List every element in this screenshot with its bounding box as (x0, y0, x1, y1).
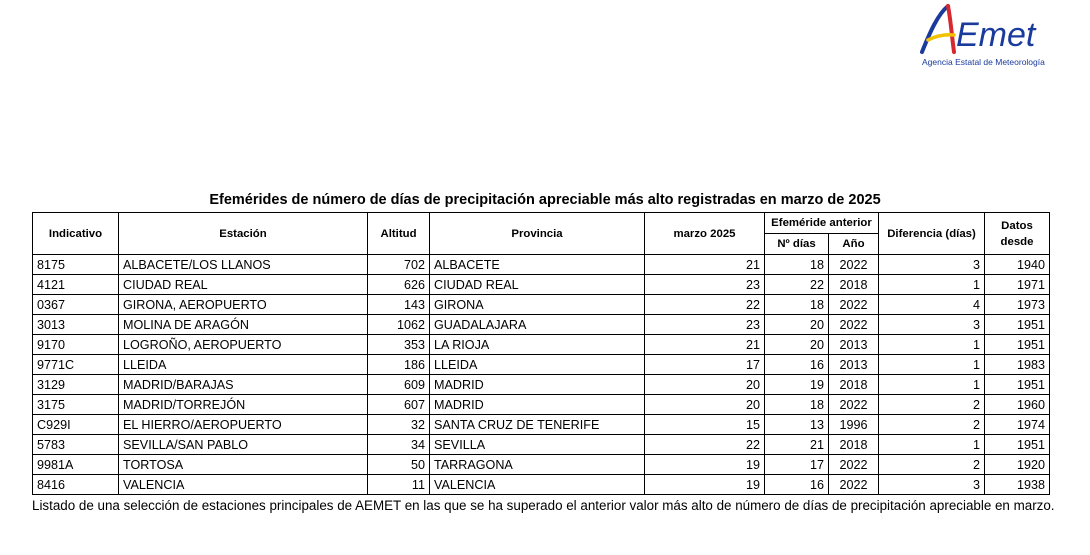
cell-anio: 2013 (829, 355, 879, 375)
table-body (33, 255, 1050, 495)
cell-indicativo: 9170 (33, 335, 119, 355)
cell-diferencia: 3 (879, 315, 985, 335)
cell-provincia: MADRID (430, 395, 645, 415)
header-altitud: Altitud (368, 213, 430, 255)
cell-datos-desde: 1920 (985, 455, 1050, 475)
cell-diferencia: 1 (879, 275, 985, 295)
page-title: Efemérides de número de días de precipitación apreciable más alto registradas en marzo de 2025 (209, 192, 881, 208)
cell-marzo-2025: 22 (645, 435, 765, 455)
cell-indicativo: 3129 (33, 375, 119, 395)
cell-indicativo: 8175 (33, 255, 119, 275)
cell-datos-desde: 1951 (985, 375, 1050, 395)
cell-marzo-2025: 22 (645, 295, 765, 315)
cell-provincia: MADRID (430, 375, 645, 395)
cell-altitud: 607 (368, 395, 430, 415)
cell-estacion: VALENCIA (119, 475, 368, 495)
cell-n-dias: 18 (765, 295, 829, 315)
cell-n-dias: 13 (765, 415, 829, 435)
cell-provincia: VALENCIA (430, 475, 645, 495)
cell-altitud: 34 (368, 435, 430, 455)
cell-anio: 2013 (829, 335, 879, 355)
cell-indicativo: 3175 (33, 395, 119, 415)
cell-marzo-2025: 15 (645, 415, 765, 435)
cell-provincia: SEVILLA (430, 435, 645, 455)
cell-marzo-2025: 20 (645, 375, 765, 395)
aemet-logo (918, 2, 1078, 72)
cell-estacion: LLEIDA (119, 355, 368, 375)
cell-provincia: SANTA CRUZ DE TENERIFE (430, 415, 645, 435)
cell-anio: 2022 (829, 455, 879, 475)
logo-subtitle: Agencia Estatal de Meteorología (922, 57, 1045, 67)
cell-altitud: 353 (368, 335, 430, 355)
table-row (33, 395, 1050, 415)
cell-marzo-2025: 19 (645, 455, 765, 475)
cell-diferencia: 2 (879, 395, 985, 415)
header-datos-desde: Datos desde (985, 213, 1050, 255)
header-estacion: Estación (119, 213, 368, 255)
cell-diferencia: 1 (879, 355, 985, 375)
cell-indicativo: 0367 (33, 295, 119, 315)
cell-indicativo: 4121 (33, 275, 119, 295)
cell-indicativo: 5783 (33, 435, 119, 455)
cell-provincia: ALBACETE (430, 255, 645, 275)
footnote: Listado de una selección de estaciones principales de AEMET en las que se ha superado el anterior valor más alto de número de días de precipitación apreciable en marzo. (32, 498, 1055, 513)
cell-indicativo: 3013 (33, 315, 119, 335)
cell-n-dias: 16 (765, 355, 829, 375)
cell-datos-desde: 1983 (985, 355, 1050, 375)
cell-n-dias: 20 (765, 335, 829, 355)
cell-datos-desde: 1974 (985, 415, 1050, 435)
efemerides-table (32, 212, 1050, 495)
table-row (33, 355, 1050, 375)
cell-anio: 2018 (829, 375, 879, 395)
table-row (33, 375, 1050, 395)
cell-marzo-2025: 23 (645, 275, 765, 295)
cell-datos-desde: 1960 (985, 395, 1050, 415)
cell-n-dias: 20 (765, 315, 829, 335)
cell-altitud: 702 (368, 255, 430, 275)
cell-indicativo: 8416 (33, 475, 119, 495)
cell-altitud: 626 (368, 275, 430, 295)
cell-diferencia: 4 (879, 295, 985, 315)
cell-provincia: LA RIOJA (430, 335, 645, 355)
cell-provincia: TARRAGONA (430, 455, 645, 475)
svg-text:Emet: Emet (956, 16, 1036, 54)
cell-altitud: 609 (368, 375, 430, 395)
cell-datos-desde: 1938 (985, 475, 1050, 495)
cell-anio: 1996 (829, 415, 879, 435)
cell-datos-desde: 1940 (985, 255, 1050, 275)
table-row (33, 475, 1050, 495)
cell-estacion: ALBACETE/LOS LLANOS (119, 255, 368, 275)
cell-estacion: GIRONA, AEROPUERTO (119, 295, 368, 315)
cell-anio: 2022 (829, 475, 879, 495)
header-provincia: Provincia (430, 213, 645, 255)
cell-estacion: MOLINA DE ARAGÓN (119, 315, 368, 335)
cell-n-dias: 22 (765, 275, 829, 295)
cell-estacion: LOGROÑO, AEROPUERTO (119, 335, 368, 355)
header-anio: Año (829, 234, 879, 255)
cell-estacion: CIUDAD REAL (119, 275, 368, 295)
cell-marzo-2025: 21 (645, 255, 765, 275)
cell-marzo-2025: 21 (645, 335, 765, 355)
cell-anio: 2022 (829, 295, 879, 315)
header-marzo-2025: marzo 2025 (645, 213, 765, 255)
cell-datos-desde: 1973 (985, 295, 1050, 315)
header-efemeride-anterior: Efeméride anterior (765, 213, 879, 234)
cell-indicativo: 9771C (33, 355, 119, 375)
cell-estacion: SEVILLA/SAN PABLO (119, 435, 368, 455)
cell-provincia: GIRONA (430, 295, 645, 315)
cell-marzo-2025: 20 (645, 395, 765, 415)
cell-altitud: 143 (368, 295, 430, 315)
cell-diferencia: 2 (879, 455, 985, 475)
cell-anio: 2022 (829, 395, 879, 415)
cell-altitud: 1062 (368, 315, 430, 335)
cell-provincia: LLEIDA (430, 355, 645, 375)
table-row (33, 415, 1050, 435)
cell-provincia: CIUDAD REAL (430, 275, 645, 295)
table-row (33, 335, 1050, 355)
aemet-logo-mark (918, 2, 1068, 58)
cell-datos-desde: 1971 (985, 275, 1050, 295)
cell-indicativo: C929I (33, 415, 119, 435)
table-row (33, 255, 1050, 275)
cell-datos-desde: 1951 (985, 435, 1050, 455)
cell-estacion: EL HIERRO/AEROPUERTO (119, 415, 368, 435)
table-row (33, 435, 1050, 455)
cell-altitud: 186 (368, 355, 430, 375)
cell-n-dias: 19 (765, 375, 829, 395)
cell-n-dias: 21 (765, 435, 829, 455)
cell-marzo-2025: 19 (645, 475, 765, 495)
header-diferencia: Diferencia (días) (879, 213, 985, 255)
cell-altitud: 50 (368, 455, 430, 475)
table-row (33, 455, 1050, 475)
cell-datos-desde: 1951 (985, 335, 1050, 355)
cell-estacion: TORTOSA (119, 455, 368, 475)
cell-n-dias: 16 (765, 475, 829, 495)
header-n-dias: Nº días (765, 234, 829, 255)
cell-anio: 2022 (829, 315, 879, 335)
table-row (33, 295, 1050, 315)
cell-n-dias: 18 (765, 395, 829, 415)
cell-estacion: MADRID/TORREJÓN (119, 395, 368, 415)
cell-diferencia: 1 (879, 375, 985, 395)
table-row (33, 315, 1050, 335)
cell-estacion: MADRID/BARAJAS (119, 375, 368, 395)
cell-anio: 2018 (829, 435, 879, 455)
cell-diferencia: 2 (879, 415, 985, 435)
cell-indicativo: 9981A (33, 455, 119, 475)
cell-diferencia: 3 (879, 475, 985, 495)
cell-n-dias: 17 (765, 455, 829, 475)
cell-diferencia: 3 (879, 255, 985, 275)
cell-marzo-2025: 23 (645, 315, 765, 335)
cell-altitud: 11 (368, 475, 430, 495)
cell-marzo-2025: 17 (645, 355, 765, 375)
cell-provincia: GUADALAJARA (430, 315, 645, 335)
cell-anio: 2018 (829, 275, 879, 295)
table-row (33, 275, 1050, 295)
cell-n-dias: 18 (765, 255, 829, 275)
cell-datos-desde: 1951 (985, 315, 1050, 335)
cell-anio: 2022 (829, 255, 879, 275)
header-indicativo: Indicativo (33, 213, 119, 255)
cell-altitud: 32 (368, 415, 430, 435)
cell-diferencia: 1 (879, 435, 985, 455)
cell-diferencia: 1 (879, 335, 985, 355)
